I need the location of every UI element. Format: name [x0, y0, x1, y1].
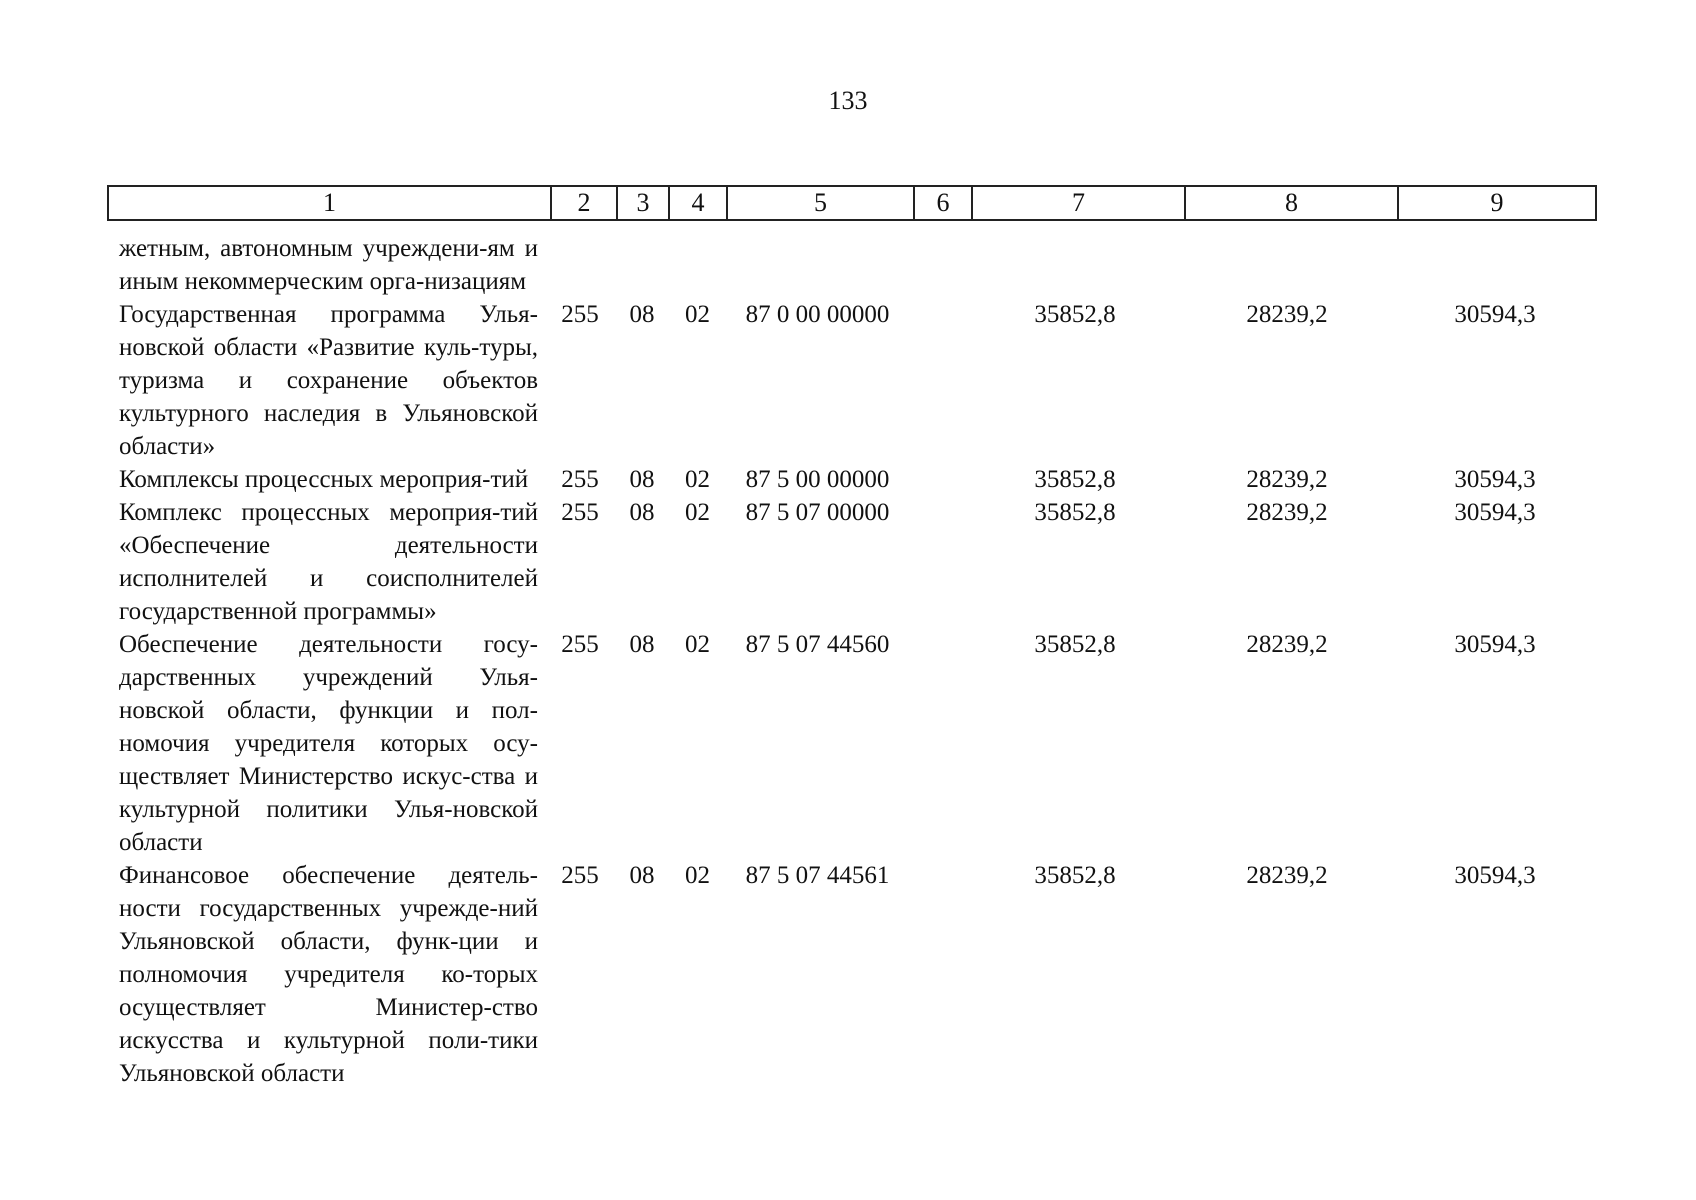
- cell-col-8: 28239,2: [1246, 631, 1328, 658]
- row-description: Обеспечение деятельности госу-дарственных учреждений Улья-новской области, функции и пол-номочия учредителя которых осу-ществляет Министерство искус-ства и культурной политики Улья-новской области: [119, 631, 538, 856]
- table-header: [107, 185, 1597, 221]
- cell-col-7: 35852,8: [1034, 631, 1116, 658]
- cell-col-3: 08: [629, 466, 655, 493]
- cell-col-5: 87 5 07 44560: [745, 631, 890, 658]
- table-row: [107, 463, 1597, 496]
- table-row: [107, 628, 1597, 859]
- cell-col-9: 30594,3: [1454, 301, 1536, 328]
- cell-col-7: 35852,8: [1034, 862, 1116, 889]
- cell-col-8: 28239,2: [1246, 862, 1328, 889]
- cell-col-5: 87 5 07 44561: [745, 862, 890, 889]
- cell-col-5: 87 5 00 00000: [745, 466, 890, 493]
- cell-col-4: 02: [685, 499, 710, 526]
- row-description: жетным, автономным учреждени-ям и иным некоммерческим орга-низациям: [119, 235, 538, 295]
- cell-col-4: 02: [685, 301, 710, 328]
- cell-col-9: 30594,3: [1454, 499, 1536, 526]
- cell-col-3: 08: [629, 862, 655, 889]
- cell-col-8: 28239,2: [1246, 466, 1328, 493]
- header-col-5: 5: [726, 187, 913, 219]
- header-col-1: 1: [323, 188, 336, 217]
- page-number: 133: [828, 86, 868, 115]
- cell-col-7: 35852,8: [1034, 499, 1116, 526]
- cell-col-2: 255: [561, 631, 599, 658]
- cell-col-4: 02: [685, 466, 710, 493]
- cell-col-3: 08: [629, 499, 655, 526]
- cell-col-9: 30594,3: [1454, 862, 1536, 889]
- table-row: [107, 232, 1597, 298]
- cell-col-7: 35852,8: [1034, 301, 1116, 328]
- header-col-2: 2: [550, 187, 616, 219]
- row-description: Государственная программа Улья-новской области «Развитие куль-туры, туризма и сохранение объектов культурного наследия в Ульяновской области»: [119, 301, 538, 460]
- row-description: Комплекс процессных мероприя-тий «Обеспечение деятельности исполнителей и соисполнителей государственной программы»: [119, 499, 538, 625]
- cell-col-9: 30594,3: [1454, 466, 1536, 493]
- header-col-7: 7: [971, 187, 1184, 219]
- cell-col-8: 28239,2: [1246, 301, 1328, 328]
- cell-col-4: 02: [685, 631, 710, 658]
- cell-col-2: 255: [561, 499, 599, 526]
- cell-col-8: 28239,2: [1246, 499, 1328, 526]
- cell-col-5: 87 5 07 00000: [745, 499, 890, 526]
- table-body: [107, 232, 1597, 1090]
- row-description: Финансовое обеспечение деятель-ности государственных учрежде-ний Ульяновской области, функ-ции и полномочия учредителя ко-торых осуществляет Министер-ство искусства и культурной поли-тики Ульяновской области: [119, 862, 538, 1087]
- cell-col-2: 255: [561, 466, 599, 493]
- row-description: Комплексы процессных мероприя-тий: [119, 466, 529, 493]
- table-row: [107, 496, 1597, 628]
- cell-col-2: 255: [561, 301, 599, 328]
- cell-col-7: 35852,8: [1034, 466, 1116, 493]
- header-col-3: 3: [616, 187, 668, 219]
- cell-col-4: 02: [685, 862, 710, 889]
- table-row: [107, 859, 1597, 1090]
- table-row: [107, 298, 1597, 463]
- cell-col-2: 255: [561, 862, 599, 889]
- cell-col-3: 08: [629, 631, 655, 658]
- header-col-4: 4: [668, 187, 726, 219]
- cell-col-3: 08: [629, 301, 655, 328]
- header-col-9: 9: [1397, 187, 1595, 219]
- header-col-8: 8: [1184, 187, 1397, 219]
- cell-col-5: 87 0 00 00000: [745, 301, 890, 328]
- cell-col-9: 30594,3: [1454, 631, 1536, 658]
- header-col-6: 6: [913, 187, 971, 219]
